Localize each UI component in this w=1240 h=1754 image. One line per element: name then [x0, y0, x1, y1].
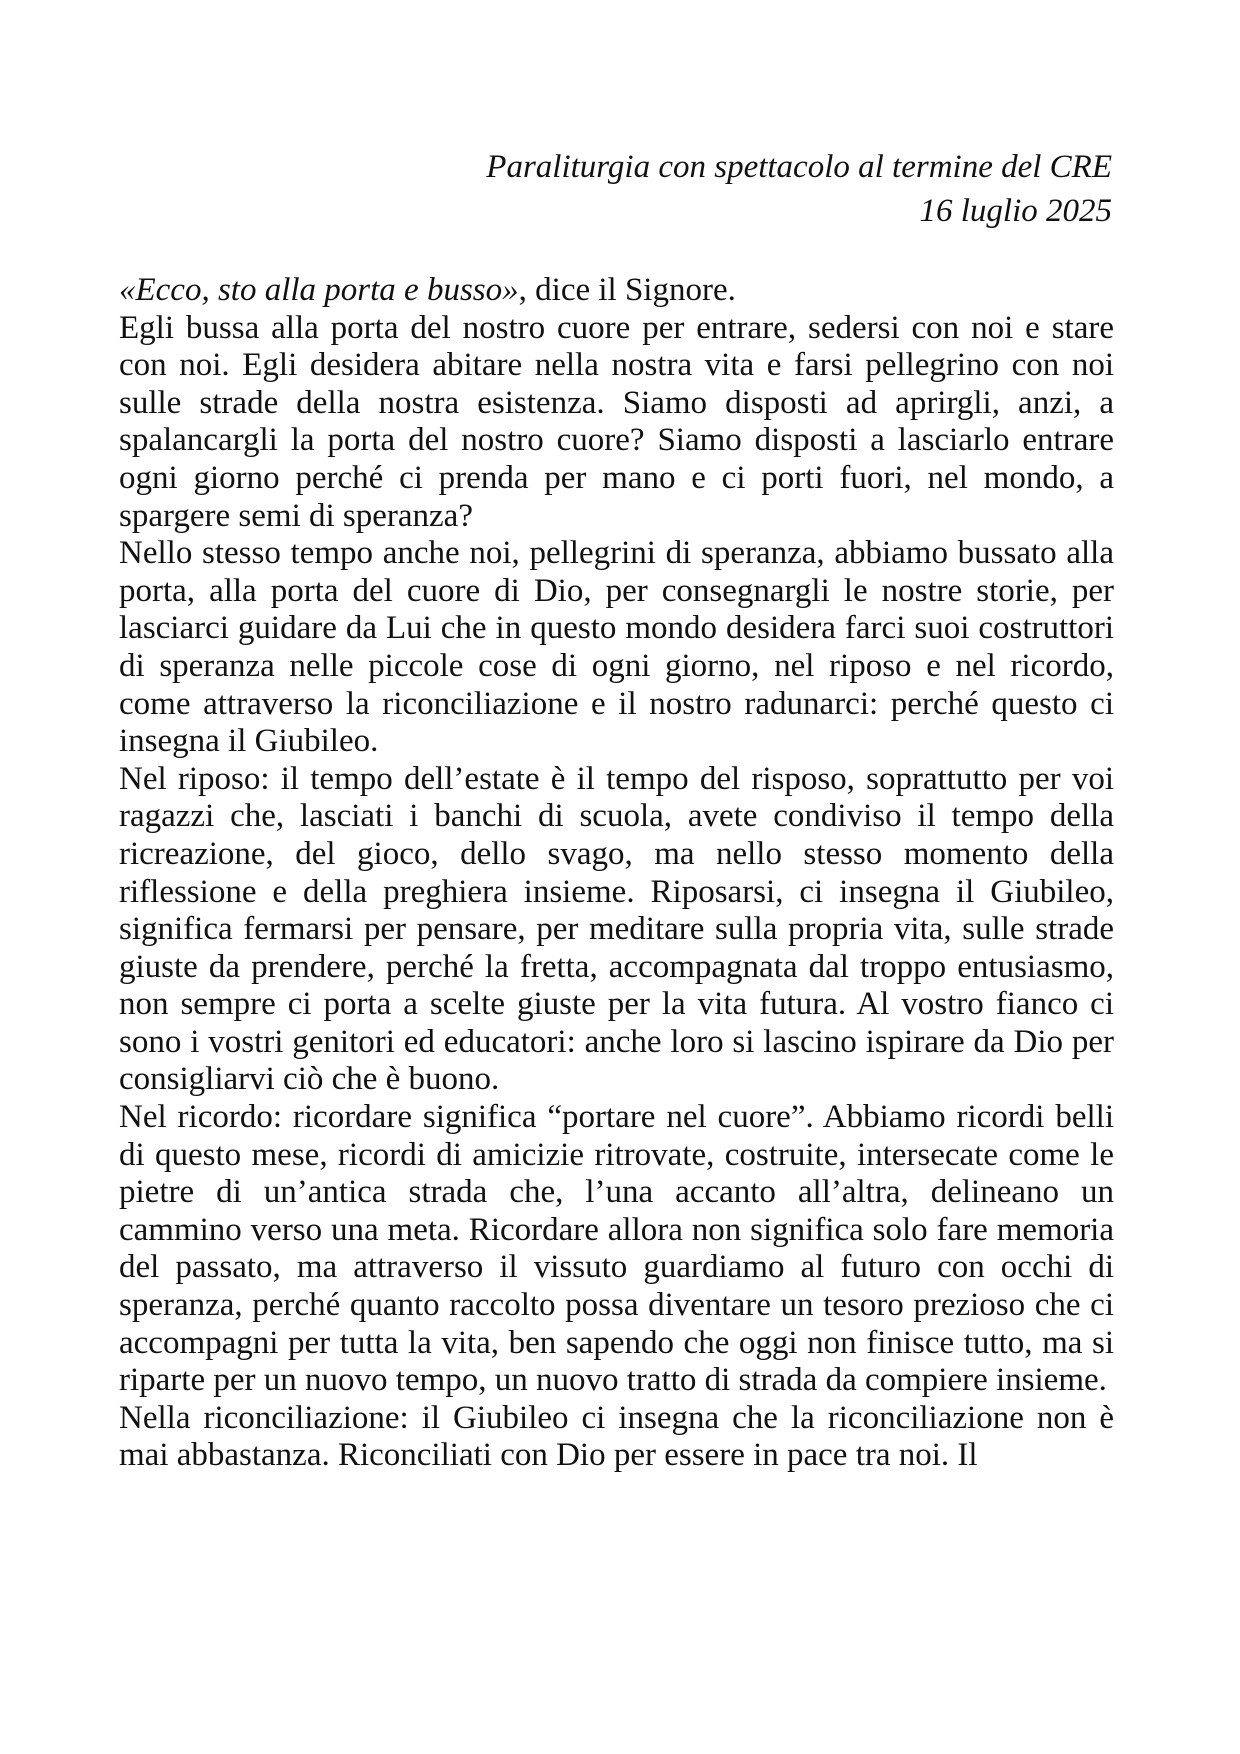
- document-header: [486, 145, 1112, 233]
- paragraph-rest: Nel riposo: il tempo dell’estate è il tempo del risposo, soprattutto per voi ragazzi che, lasciati i banchi di scuola, avete condiviso il tempo della ricreazione, del gioco, dello svago, ma nello stesso momento della riflessione e della preghiera insieme. Riposarsi, ci insegna il Giubileo, significa fermarsi per pensare, per meditare sulla propria vita, sulle strade giuste da prendere, perché la fretta, accompagnata dal troppo entusiasmo, non sempre ci porta a scelte giuste per la vita futura. Al vostro fianco ci sono i vostri genitori ed educatori: anche loro si lascino ispirare da Dio per consigliarvi ciò che è buono.: [119, 760, 1114, 1098]
- document-body: [119, 272, 1114, 1475]
- opening-quote: «Ecco, sto alla porta e busso»: [119, 272, 519, 308]
- paragraph-knocking: Egli bussa alla porta del nostro cuore per entrare, sedersi con noi e stare con noi. Egli desidera abitare nella nostra vita e farsi pellegrino con noi sulle strade della nostra esistenza. Siamo disposti ad aprirgli, anzi, a spalancargli la porta del nostro cuore? Siamo disposti a lasciarlo entrare ogni giorno perché ci prenda per mano e ci porti fuori, nel mondo, a spargere semi di speranza?: [119, 309, 1114, 534]
- header-date: 16 luglio 2025: [919, 193, 1112, 229]
- opening-rest: , dice il Signore.: [518, 272, 736, 308]
- header-title: Paraliturgia con spettacolo al termine del CRE: [486, 149, 1112, 185]
- opening-line: [119, 272, 1114, 310]
- paragraph-memory: Nel ricordo: ricordare significa “portare nel cuore”. Abbiamo ricordi belli di questo mese, ricordi di amicizie ritrovate, costruite, intersecate come le pietre di un’antica strada che, l’una accanto all’altra, delineano un cammino verso una meta. Ricordare allora non significa solo fare memoria del passato, ma attraverso il vissuto guardiamo al futuro con occhi di speranza, perché quanto raccolto possa diventare un tesoro prezioso che ci accompagni per tutta la vita, ben sapendo che oggi non finisce tutto, ma si riparte per un nuovo tempo, un nuovo tratto di strada da compiere insieme.: [119, 1099, 1114, 1399]
- paragraph-pilgrims: Nello stesso tempo anche noi, pellegrini di speranza, abbiamo bussato alla porta, alla porta del cuore di Dio, per consegnargli le nostre storie, per lasciarci guidare da Lui che in questo mondo desidera farci suoi costruttori di speranza nelle piccole cose di ogni giorno, nel riposo e nel ricordo, come attraverso la riconciliazione e il nostro radunarci: perché questo ci insegna il Giubileo.: [119, 535, 1114, 760]
- paragraph-reconciliation: Nella riconciliazione: il Giubileo ci insegna che la riconciliazione non è mai abbastanza. Riconciliati con Dio per essere in pace tra noi. Il: [119, 1399, 1114, 1474]
